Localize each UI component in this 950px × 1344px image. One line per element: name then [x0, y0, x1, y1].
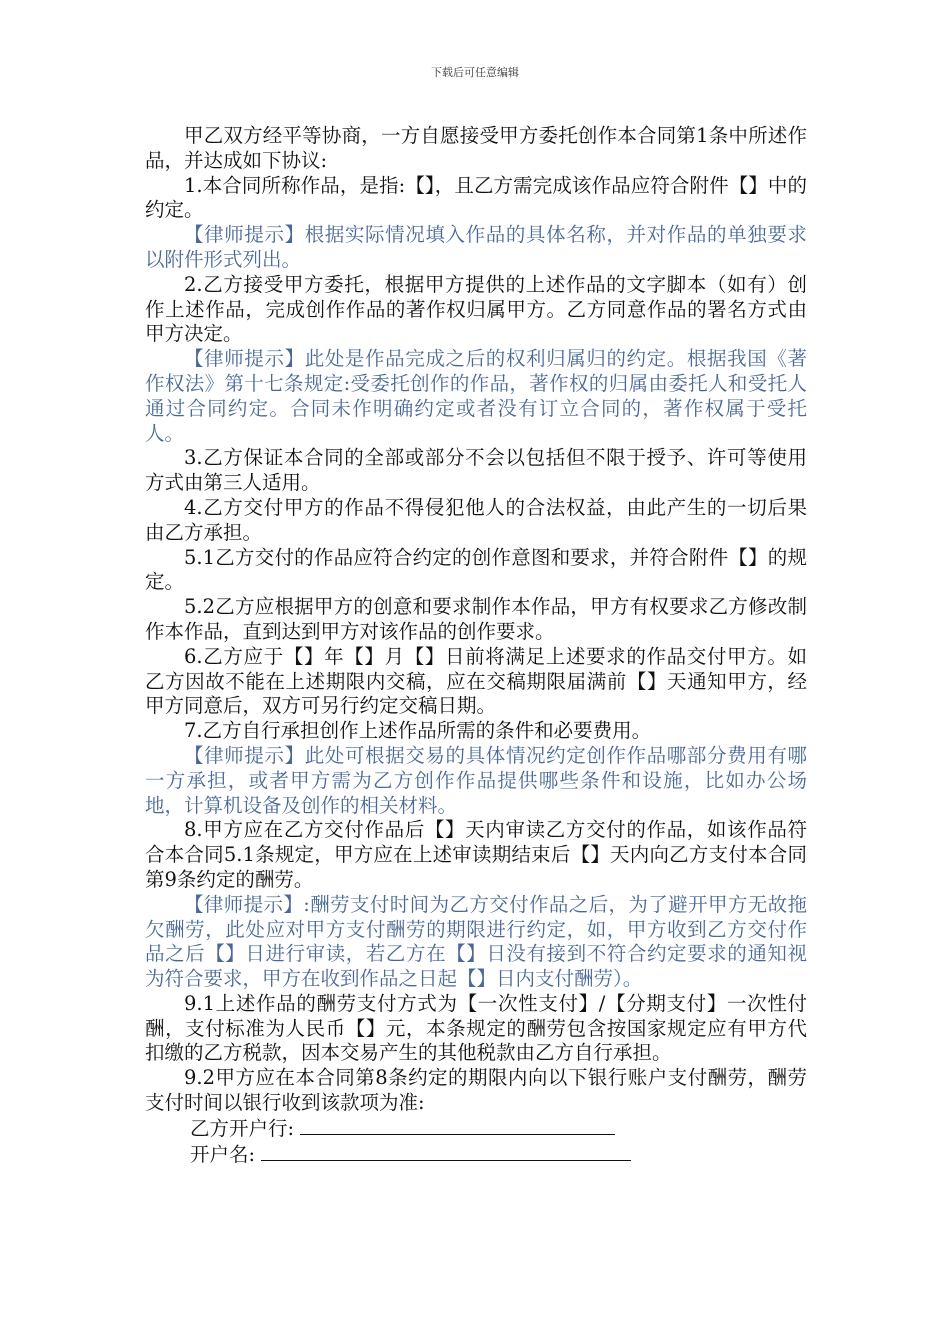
clause-9-2: 9.2甲方应在本合同第8条约定的期限内向以下银行账户支付酬劳，酬劳支付时间以银行收到该款项为准:	[145, 1066, 807, 1115]
bank-name-blank-line[interactable]	[300, 1116, 615, 1135]
lawyer-tip-4: 【律师提示】:酬劳支付时间为乙方交付作品之后，为了避开甲方无故拖欠酬劳，此处应对甲方支付酬劳的期限进行约定，如，甲方收到乙方交付作品之后【】日进行审读，若乙方在【】日没有接到不符合约定要求的通知视为符合要求，甲方在收到作品之日起【】日内支付酬劳）。	[145, 892, 807, 991]
page-header-note: 下载后可任意编辑	[431, 66, 519, 79]
contract-body	[145, 124, 807, 1167]
clause-6: 6.乙方应于【】年【】月【】日前将满足上述要求的作品交付甲方。如乙方因故不能在上述期限内交稿，应在交稿期限届满前【】天通知甲方，经甲方同意后，双方可另行约定交稿日期。	[145, 644, 807, 718]
account-name-blank-line[interactable]	[261, 1142, 631, 1161]
account-name-field	[145, 1142, 807, 1168]
bank-name-label: 乙方开户行:	[190, 1116, 295, 1140]
clause-7: 7.乙方自行承担创作上述作品所需的条件和必要费用。	[184, 719, 652, 743]
lawyer-tip-2: 【律师提示】此处是作品完成之后的权利归属归的约定。根据我国《著作权法》第十七条规定:受委托创作的作品，著作权的归属由委托人和受托人通过合同约定。合同未作明确约定或者没有订立合同的，著作权属于受托人。	[145, 347, 807, 445]
clause-8: 8.甲方应在乙方交付作品后【】天内审读乙方交付的作品，如该作品符合本合同5.1条规定，甲方应在上述审读期结束后【】天内向乙方支付本合同第9条约定的酬劳。	[145, 818, 807, 891]
bank-name-field	[145, 1116, 807, 1142]
clause-3: 3.乙方保证本合同的全部或部分不会以包括但不限于授予、许可等使用方式由第三人适用。	[145, 446, 807, 495]
clause-5-2: 5.2乙方应根据甲方的创意和要求制作本作品，甲方有权要求乙方修改制作本作品，直到达到甲方对该作品的创作要求。	[145, 595, 807, 643]
clause-5-1: 5.1乙方交付的作品应符合约定的创作意图和要求，并符合附件【】的规定。	[145, 545, 807, 594]
lawyer-tip-1: 【律师提示】根据实际情况填入作品的具体名称，并对作品的单独要求以附件形式列出。	[145, 223, 807, 271]
lawyer-tip-3: 【律师提示】此处可根据交易的具体情况约定创作作品哪部分费用有哪一方承担，或者甲方需为乙方创作作品提供哪些条件和设施，比如办公场地，计算机设备及创作的相关材料。	[145, 743, 807, 817]
clause-2: 2.乙方接受甲方委托，根据甲方提供的上述作品的文字脚本（如有）创作上述作品，完成创作作品的著作权归属甲方。乙方同意作品的署名方式由甲方决定。	[145, 272, 807, 346]
clause-9-1: 9.1上述作品的酬劳支付方式为【一次性支付】/【分期支付】一次性付酬，支付标准为人民币【】元，本条规定的酬劳包含按国家规定应有甲方代扣缴的乙方税款，因本交易产生的其他税款由乙方自行承担。	[145, 991, 807, 1065]
paragraph-intro: 甲乙双方经平等协商，一方自愿接受甲方委托创作本合同第1条中所述作品，并达成如下协议:	[145, 124, 807, 172]
account-name-label: 开户名:	[190, 1142, 256, 1166]
clause-4: 4.乙方交付甲方的作品不得侵犯他人的合法权益，由此产生的一切后果由乙方承担。	[145, 495, 807, 544]
clause-1: 1.本合同所称作品，是指:【】，且乙方需完成该作品应符合附件【】中的约定。	[145, 173, 807, 222]
